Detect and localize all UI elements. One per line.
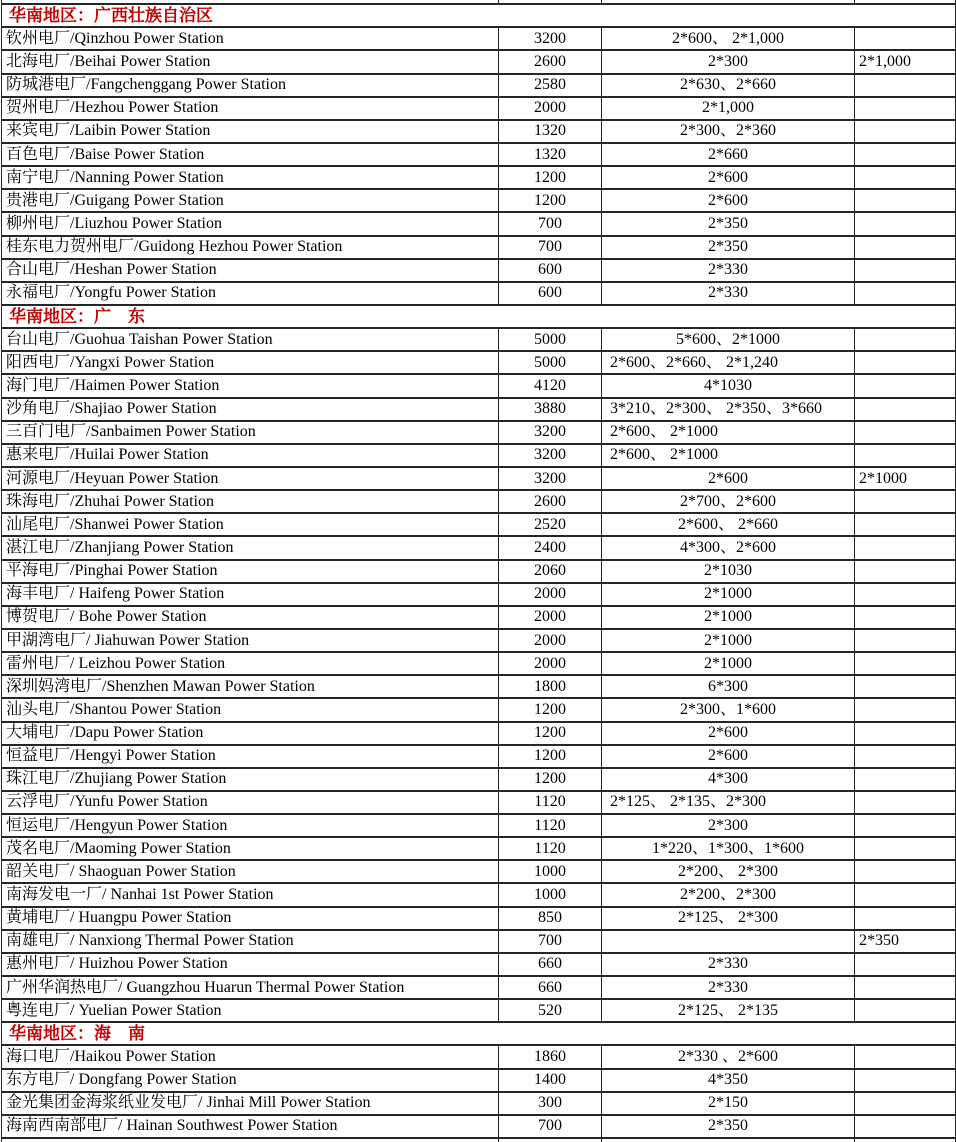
station-name-cell: 广州华润热电厂/ Guangzhou Huarun Thermal Power Station	[2, 976, 499, 999]
units-cell: 2*200、2*300	[602, 883, 855, 906]
station-name-cell: 金光集团金海浆纸业发电厂/ Jinhai Mill Power Station	[2, 1092, 499, 1115]
capacity-cell: 700	[499, 930, 602, 953]
capacity-cell: 5000	[499, 328, 602, 351]
station-row	[2, 629, 956, 652]
units-cell: 2*300	[602, 50, 855, 73]
extra-units-cell	[855, 236, 956, 259]
extra-units-cell	[855, 837, 956, 860]
capacity-cell: 1400	[499, 1069, 602, 1092]
extra-units-cell	[855, 536, 956, 559]
extra-units-cell	[855, 1092, 956, 1115]
capacity-cell: 5000	[499, 351, 602, 374]
extra-units-cell	[855, 351, 956, 374]
extra-units-cell	[855, 444, 956, 467]
power-stations-table	[1, 0, 956, 1142]
station-name-cell: 贺州电厂/Hezhou Power Station	[2, 97, 499, 120]
units-cell: 2*1,000	[602, 97, 855, 120]
capacity-cell: 1200	[499, 166, 602, 189]
station-row	[2, 120, 956, 143]
units-cell: 2*700、2*600	[602, 490, 855, 513]
station-row	[2, 814, 956, 837]
station-row	[2, 999, 956, 1022]
station-row	[2, 467, 956, 490]
extra-units-cell	[855, 722, 956, 745]
station-name-cell: 东方电厂/ Dongfang Power Station	[2, 1069, 499, 1092]
units-cell: 2*600、 2*1,000	[602, 27, 855, 50]
capacity-cell: 2520	[499, 513, 602, 536]
station-row	[2, 328, 956, 351]
station-name-cell: 黄埔电厂/ Huangpu Power Station	[2, 907, 499, 930]
station-row	[2, 560, 956, 583]
extra-units-cell	[855, 120, 956, 143]
extra-units-cell	[855, 259, 956, 282]
station-name-cell: 珠江电厂/Zhujiang Power Station	[2, 768, 499, 791]
capacity-cell: 1800	[499, 675, 602, 698]
station-row	[2, 282, 956, 305]
station-row	[2, 189, 956, 212]
units-cell: 2*125、 2*135、2*300	[602, 791, 855, 814]
station-row	[2, 97, 956, 120]
capacity-cell: 660	[499, 976, 602, 999]
station-row	[2, 606, 956, 629]
units-cell: 2*200、 2*300	[602, 860, 855, 883]
station-name-cell: 防城港电厂/Fangchenggang Power Station	[2, 74, 499, 97]
station-name-cell: 贵港电厂/Guigang Power Station	[2, 189, 499, 212]
units-cell	[602, 930, 855, 953]
units-cell: 5*600、2*1000	[602, 328, 855, 351]
station-name-cell: 海口电厂/Haikou Power Station	[2, 1045, 499, 1068]
units-cell: 2*660	[602, 143, 855, 166]
extra-units-cell	[855, 698, 956, 721]
units-cell: 2*300、1*600	[602, 698, 855, 721]
section-header-row	[2, 1022, 956, 1045]
units-cell: 2*330	[602, 282, 855, 305]
extra-units-cell	[855, 374, 956, 397]
capacity-cell: 1320	[499, 143, 602, 166]
station-name-cell: 北海电厂/Beihai Power Station	[2, 50, 499, 73]
units-cell: 2*600	[602, 467, 855, 490]
station-row	[2, 1092, 956, 1115]
extra-units-cell	[855, 513, 956, 536]
units-cell: 2*1000	[602, 652, 855, 675]
extra-units-cell	[855, 1045, 956, 1068]
units-cell: 4*300	[602, 768, 855, 791]
section-header-label: 华南地区：广 东	[2, 305, 956, 328]
station-row	[2, 976, 956, 999]
extra-units-cell	[855, 907, 956, 930]
station-row	[2, 421, 956, 444]
station-name-cell: 河源电厂/Heyuan Power Station	[2, 467, 499, 490]
station-row	[2, 745, 956, 768]
station-name-cell: 大埔电厂/Dapu Power Station	[2, 722, 499, 745]
extra-units-cell	[855, 27, 956, 50]
station-name-cell: 湛江电厂/Zhanjiang Power Station	[2, 536, 499, 559]
extra-units-cell	[855, 860, 956, 883]
extra-units-cell	[855, 74, 956, 97]
extra-units-cell	[855, 791, 956, 814]
units-cell: 2*600、 2*1000	[602, 444, 855, 467]
units-cell: 4*1030	[602, 374, 855, 397]
units-cell: 2*600	[602, 745, 855, 768]
station-name-cell: 桂东电力贺州电厂/Guidong Hezhou Power Station	[2, 236, 499, 259]
capacity-cell: 2000	[499, 606, 602, 629]
capacity-cell: 700	[499, 1115, 602, 1138]
units-cell: 2*125、 2*300	[602, 907, 855, 930]
extra-units-cell	[855, 999, 956, 1022]
units-cell: 3*210、2*300、 2*350、3*660	[602, 398, 855, 421]
extra-units-cell	[855, 976, 956, 999]
capacity-cell: 1320	[499, 120, 602, 143]
station-name-cell: 钦州电厂/Qinzhou Power Station	[2, 27, 499, 50]
capacity-cell: 600	[499, 259, 602, 282]
units-cell: 4*300、2*600	[602, 536, 855, 559]
section-header-row	[2, 4, 956, 27]
capacity-cell: 1120	[499, 791, 602, 814]
extra-units-cell	[855, 1069, 956, 1092]
section-header-label: 华南地区：广西壮族自治区	[2, 4, 956, 27]
capacity-cell: 1200	[499, 745, 602, 768]
capacity-cell: 1000	[499, 860, 602, 883]
station-row	[2, 166, 956, 189]
capacity-cell: 520	[499, 999, 602, 1022]
extra-units-cell	[855, 1138, 956, 1142]
station-name-cell: 珠海电厂/Zhuhai Power Station	[2, 490, 499, 513]
station-row	[2, 883, 956, 906]
station-name-cell: 恒益电厂/Hengyi Power Station	[2, 745, 499, 768]
power-table-body	[2, 0, 956, 1142]
capacity-cell: 3200	[499, 421, 602, 444]
extra-units-cell	[855, 953, 956, 976]
extra-units-cell	[855, 1115, 956, 1138]
extra-units-cell	[855, 768, 956, 791]
station-name-cell: 粤连电厂/ Yuelian Power Station	[2, 999, 499, 1022]
capacity-cell: 1860	[499, 1045, 602, 1068]
capacity-cell: 3200	[499, 27, 602, 50]
station-name-cell: 永福电厂/Yongfu Power Station	[2, 282, 499, 305]
station-row	[2, 930, 956, 953]
extra-units-cell	[855, 97, 956, 120]
units-cell: 2*330	[602, 976, 855, 999]
extra-units-cell	[855, 675, 956, 698]
units-cell: 2*350	[602, 1115, 855, 1138]
units-cell: 2*630、2*660	[602, 74, 855, 97]
station-row	[2, 536, 956, 559]
station-row	[2, 907, 956, 930]
station-row	[2, 74, 956, 97]
units-cell: 2*125、 2*135	[602, 999, 855, 1022]
station-name-cell: 百色电厂/Baise Power Station	[2, 143, 499, 166]
units-cell: 2*350	[602, 236, 855, 259]
station-row	[2, 351, 956, 374]
units-cell	[602, 1138, 855, 1142]
extra-units-cell	[855, 606, 956, 629]
station-row	[2, 398, 956, 421]
station-name-cell: 雷州电厂/ Leizhou Power Station	[2, 652, 499, 675]
station-name-cell: 平海电厂/Pinghai Power Station	[2, 560, 499, 583]
capacity-cell: 700	[499, 212, 602, 235]
station-name-cell: 海丰电厂/ Haifeng Power Station	[2, 583, 499, 606]
station-row	[2, 583, 956, 606]
extra-units-cell: 2*350	[855, 930, 956, 953]
station-name-cell: 甲湖湾电厂/ Jiahuwan Power Station	[2, 629, 499, 652]
capacity-cell: 2400	[499, 536, 602, 559]
station-name-cell: 汕头电厂/Shantou Power Station	[2, 698, 499, 721]
station-name-cell: 惠来电厂/Huilai Power Station	[2, 444, 499, 467]
station-row	[2, 444, 956, 467]
station-row	[2, 27, 956, 50]
station-row	[2, 722, 956, 745]
extra-units-cell	[855, 421, 956, 444]
extra-units-cell	[855, 166, 956, 189]
extra-units-cell: 2*1000	[855, 467, 956, 490]
station-row	[2, 837, 956, 860]
units-cell: 2*600	[602, 722, 855, 745]
capacity-cell: 2000	[499, 97, 602, 120]
extra-units-cell	[855, 398, 956, 421]
units-cell: 2*600、2*660、 2*1,240	[602, 351, 855, 374]
station-name-cell: 韶关电厂/ Shaoguan Power Station	[2, 860, 499, 883]
station-name-cell: 海门电厂/Haimen Power Station	[2, 374, 499, 397]
units-cell: 2*1000	[602, 583, 855, 606]
extra-units-cell	[855, 652, 956, 675]
extra-units-cell	[855, 560, 956, 583]
capacity-cell: 2000	[499, 629, 602, 652]
station-row	[2, 490, 956, 513]
units-cell: 2*350	[602, 212, 855, 235]
station-name-cell: 茂名电厂/Maoming Power Station	[2, 837, 499, 860]
units-cell: 2*600、 2*1000	[602, 421, 855, 444]
station-row	[2, 768, 956, 791]
capacity-cell: 3880	[499, 398, 602, 421]
station-name-cell: 沙角电厂/Shajiao Power Station	[2, 398, 499, 421]
station-row	[2, 236, 956, 259]
capacity-cell: 1200	[499, 722, 602, 745]
units-cell: 2*330 、2*600	[602, 1045, 855, 1068]
station-name-cell: 台山电厂/Guohua Taishan Power Station	[2, 328, 499, 351]
station-name-cell: 云浮电厂/Yunfu Power Station	[2, 791, 499, 814]
station-name-cell: 深圳妈湾电厂/Shenzhen Mawan Power Station	[2, 675, 499, 698]
station-name-cell: 南雄电厂/ Nanxiong Thermal Power Station	[2, 930, 499, 953]
partial-row-bottom	[2, 1138, 956, 1142]
capacity-cell: 2580	[499, 74, 602, 97]
extra-units-cell	[855, 189, 956, 212]
extra-units-cell	[855, 328, 956, 351]
station-row	[2, 698, 956, 721]
extra-units-cell	[855, 583, 956, 606]
capacity-cell: 1000	[499, 883, 602, 906]
extra-units-cell	[855, 490, 956, 513]
units-cell: 2*1000	[602, 629, 855, 652]
capacity-cell: 3200	[499, 467, 602, 490]
units-cell: 2*150	[602, 1092, 855, 1115]
capacity-cell: 700	[499, 236, 602, 259]
units-cell: 4*350	[602, 1069, 855, 1092]
capacity-cell: 300	[499, 1092, 602, 1115]
capacity-cell	[499, 1138, 602, 1142]
units-cell: 2*300	[602, 814, 855, 837]
units-cell: 2*330	[602, 953, 855, 976]
station-row	[2, 212, 956, 235]
station-name-cell: 南海发电一厂/ Nanhai 1st Power Station	[2, 883, 499, 906]
capacity-cell: 1200	[499, 768, 602, 791]
station-name-cell: 三百门电厂/Sanbaimen Power Station	[2, 421, 499, 444]
capacity-cell: 850	[499, 907, 602, 930]
capacity-cell: 4120	[499, 374, 602, 397]
station-name-cell: 恒运电厂/Hengyun Power Station	[2, 814, 499, 837]
station-row	[2, 791, 956, 814]
station-row	[2, 1045, 956, 1068]
station-name-cell: 南宁电厂/Nanning Power Station	[2, 166, 499, 189]
capacity-cell: 1200	[499, 698, 602, 721]
units-cell: 2*600	[602, 189, 855, 212]
station-name-cell: 阳西电厂/Yangxi Power Station	[2, 351, 499, 374]
capacity-cell: 1120	[499, 814, 602, 837]
units-cell: 2*330	[602, 259, 855, 282]
station-row	[2, 652, 956, 675]
station-name-cell: 惠州电厂/ Huizhou Power Station	[2, 953, 499, 976]
station-name-cell: 海南西南部电厂/ Hainan Southwest Power Station	[2, 1115, 499, 1138]
station-row	[2, 953, 956, 976]
capacity-cell: 1120	[499, 837, 602, 860]
station-name-cell: 柳州电厂/Liuzhou Power Station	[2, 212, 499, 235]
capacity-cell: 1200	[499, 189, 602, 212]
units-cell: 2*600、 2*660	[602, 513, 855, 536]
units-cell: 2*300、2*360	[602, 120, 855, 143]
extra-units-cell	[855, 814, 956, 837]
units-cell: 2*600	[602, 166, 855, 189]
station-row	[2, 860, 956, 883]
units-cell: 2*1030	[602, 560, 855, 583]
station-row	[2, 675, 956, 698]
extra-units-cell	[855, 629, 956, 652]
extra-units-cell: 2*1,000	[855, 50, 956, 73]
capacity-cell: 3200	[499, 444, 602, 467]
station-row	[2, 50, 956, 73]
station-name-cell: 汕尾电厂/Shanwei Power Station	[2, 513, 499, 536]
extra-units-cell	[855, 212, 956, 235]
station-name-cell: 合山电厂/Heshan Power Station	[2, 259, 499, 282]
extra-units-cell	[855, 143, 956, 166]
station-name-cell: 博贺电厂/ Bohe Power Station	[2, 606, 499, 629]
extra-units-cell	[855, 282, 956, 305]
station-row	[2, 143, 956, 166]
units-cell: 1*220、1*300、1*600	[602, 837, 855, 860]
capacity-cell: 2000	[499, 652, 602, 675]
capacity-cell: 2060	[499, 560, 602, 583]
units-cell: 6*300	[602, 675, 855, 698]
station-row	[2, 1069, 956, 1092]
station-row	[2, 1115, 956, 1138]
capacity-cell: 660	[499, 953, 602, 976]
capacity-cell: 600	[499, 282, 602, 305]
section-header-row	[2, 305, 956, 328]
station-row	[2, 374, 956, 397]
station-name-cell	[2, 1138, 499, 1142]
station-row	[2, 513, 956, 536]
units-cell: 2*1000	[602, 606, 855, 629]
section-header-label: 华南地区：海 南	[2, 1022, 956, 1045]
station-row	[2, 259, 956, 282]
extra-units-cell	[855, 883, 956, 906]
capacity-cell: 2600	[499, 50, 602, 73]
extra-units-cell	[855, 745, 956, 768]
station-name-cell: 来宾电厂/Laibin Power Station	[2, 120, 499, 143]
capacity-cell: 2000	[499, 583, 602, 606]
capacity-cell: 2600	[499, 490, 602, 513]
